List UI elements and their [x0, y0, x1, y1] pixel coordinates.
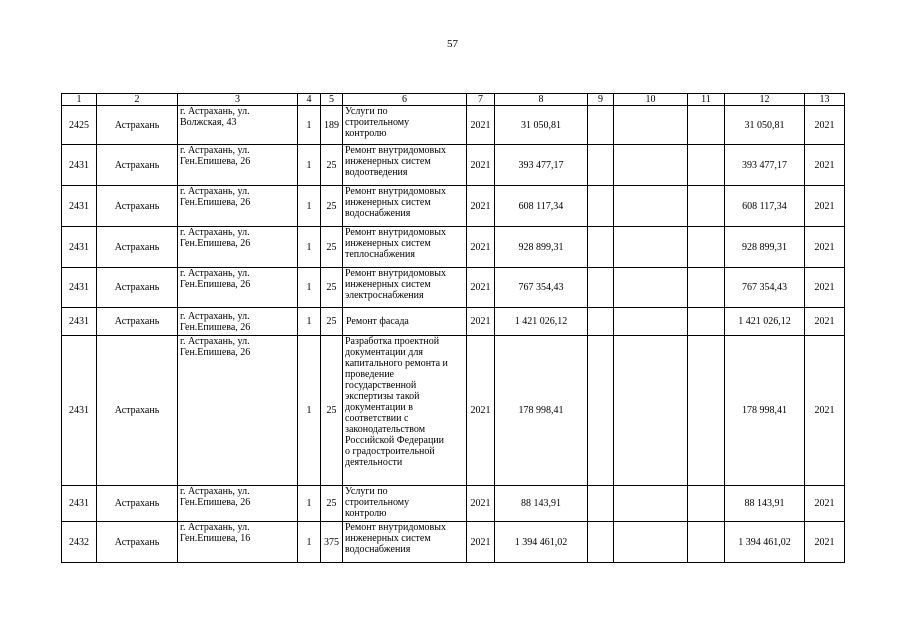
cell-col4: 1 [298, 268, 321, 308]
cell-year-end: 2021 [805, 106, 845, 145]
cell-col10 [614, 336, 688, 486]
column-header-3: 3 [178, 94, 298, 106]
column-header-1: 1 [62, 94, 97, 106]
cell-city: Астрахань [97, 308, 178, 336]
cell-city: Астрахань [97, 486, 178, 522]
cell-col4: 1 [298, 522, 321, 563]
cell-col5: 25 [321, 145, 343, 186]
column-header-4: 4 [298, 94, 321, 106]
work-type-line: электроснабжения [345, 290, 424, 301]
cell-col11 [688, 486, 725, 522]
cell-col4: 1 [298, 336, 321, 486]
cell-number: 2431 [62, 308, 97, 336]
cell-year: 2021 [467, 336, 495, 486]
address-line: г. Астрахань, ул. [180, 336, 250, 347]
cell-col10 [614, 106, 688, 145]
cell-col9 [588, 268, 614, 308]
work-type-line: документации в [345, 402, 413, 413]
cell-year: 2021 [467, 308, 495, 336]
column-header-13: 13 [805, 94, 845, 106]
cell-col9 [588, 227, 614, 268]
address-line: г. Астрахань, ул. [180, 486, 250, 497]
work-type-line: теплоснабжения [345, 249, 415, 260]
table-row [62, 522, 845, 563]
cell-number: 2425 [62, 106, 97, 145]
cell-col9 [588, 145, 614, 186]
work-type-line: документации для [345, 347, 423, 358]
cell-col5: 25 [321, 336, 343, 486]
cell-col4: 1 [298, 227, 321, 268]
cell-col11 [688, 145, 725, 186]
cell-col5: 25 [321, 186, 343, 227]
work-type-line: водоотведения [345, 167, 408, 178]
column-header-12: 12 [725, 94, 805, 106]
column-header-6: 6 [343, 94, 467, 106]
work-type-line: законодательством [345, 424, 426, 435]
cell-cost-total: 178 998,41 [725, 336, 805, 486]
cell-cost-total: 767 354,43 [725, 268, 805, 308]
cell-col4: 1 [298, 145, 321, 186]
cell-year-end: 2021 [805, 186, 845, 227]
address-line: г. Астрахань, ул. [180, 186, 250, 197]
cell-col11 [688, 186, 725, 227]
table-row [62, 145, 845, 186]
work-type-line: Российской Федерации [345, 435, 445, 446]
cell-cost-total: 1 421 026,12 [725, 308, 805, 336]
cell-col10 [614, 227, 688, 268]
cell-cost: 88 143,91 [495, 486, 588, 522]
column-header-9: 9 [588, 94, 614, 106]
cell-year-end: 2021 [805, 336, 845, 486]
cell-cost-total: 88 143,91 [725, 486, 805, 522]
cell-col5: 25 [321, 227, 343, 268]
cell-address [178, 106, 298, 145]
address-line: Ген.Епишева, 16 [180, 533, 251, 544]
column-header-8: 8 [495, 94, 588, 106]
cell-year-end: 2021 [805, 268, 845, 308]
work-type-line: Ремонт внутридомовых [345, 522, 447, 533]
cell-city: Астрахань [97, 186, 178, 227]
cell-col5: 189 [321, 106, 343, 145]
address-line: Волжская, 43 [180, 117, 237, 128]
address-line: Ген.Епишева, 26 [180, 497, 251, 508]
cell-number: 2431 [62, 186, 97, 227]
table-body [62, 106, 845, 563]
cell-year: 2021 [467, 522, 495, 563]
work-type-line: Услуги по [345, 486, 388, 497]
table-row [62, 336, 845, 486]
cell-address [178, 486, 298, 522]
works-table [61, 93, 845, 563]
cell-year: 2021 [467, 186, 495, 227]
work-type-line: строительному [345, 117, 410, 128]
cell-col9 [588, 522, 614, 563]
work-type-line: Ремонт внутридомовых [345, 268, 447, 279]
address-line: г. Астрахань, ул. [180, 310, 250, 322]
cell-year-end: 2021 [805, 227, 845, 268]
work-type-line: контролю [345, 508, 387, 519]
column-header-2: 2 [97, 94, 178, 106]
table-row [62, 227, 845, 268]
cell-cost: 928 899,31 [495, 227, 588, 268]
cell-work-type [343, 227, 467, 268]
cell-col10 [614, 486, 688, 522]
work-type-line: о градостроительной [345, 446, 435, 457]
cell-year: 2021 [467, 486, 495, 522]
cell-col10 [614, 268, 688, 308]
cell-col9 [588, 106, 614, 145]
work-type-line: контролю [345, 128, 387, 139]
work-type-line: водоснабжения [345, 544, 411, 555]
address-line: г. Астрахань, ул. [180, 106, 250, 117]
cell-col4: 1 [298, 308, 321, 336]
work-type-line: Услуги по [345, 106, 388, 117]
cell-number: 2431 [62, 145, 97, 186]
cell-address [178, 308, 298, 336]
cell-cost: 608 117,34 [495, 186, 588, 227]
cell-year-end: 2021 [805, 486, 845, 522]
table-row [62, 268, 845, 308]
cell-year: 2021 [467, 145, 495, 186]
cell-col11 [688, 106, 725, 145]
cell-cost-total: 608 117,34 [725, 186, 805, 227]
address-line: Ген.Епишева, 26 [180, 238, 251, 249]
cell-col4: 1 [298, 106, 321, 145]
work-type-line: строительному [345, 497, 410, 508]
cell-col11 [688, 308, 725, 336]
cell-work-type [343, 106, 467, 145]
cell-address [178, 145, 298, 186]
cell-number: 2431 [62, 227, 97, 268]
cell-cost: 1 394 461,02 [495, 522, 588, 563]
cell-col11 [688, 268, 725, 308]
cell-col9 [588, 486, 614, 522]
cell-work-type [343, 145, 467, 186]
cell-cost-total: 31 050,81 [725, 106, 805, 145]
cell-city: Астрахань [97, 268, 178, 308]
cell-col9 [588, 336, 614, 486]
address-line: Ген.Епишева, 26 [180, 347, 251, 358]
cell-col9 [588, 186, 614, 227]
cell-year: 2021 [467, 227, 495, 268]
cell-address [178, 268, 298, 308]
cell-col11 [688, 227, 725, 268]
work-type-line: инженерных систем [345, 156, 431, 167]
work-type-line: Ремонт внутридомовых [345, 145, 447, 156]
address-line: г. Астрахань, ул. [180, 145, 250, 156]
address-line: Ген.Епишева, 26 [180, 321, 251, 333]
column-header-11: 11 [688, 94, 725, 106]
cell-col10 [614, 308, 688, 336]
cell-work-type [343, 308, 467, 336]
cell-city: Астрахань [97, 145, 178, 186]
cell-cost: 178 998,41 [495, 336, 588, 486]
cell-city: Астрахань [97, 106, 178, 145]
address-line: г. Астрахань, ул. [180, 268, 250, 279]
work-type-line: государственной [345, 380, 417, 391]
cell-cost: 393 477,17 [495, 145, 588, 186]
cell-city: Астрахань [97, 227, 178, 268]
cell-work-type [343, 186, 467, 227]
cell-city: Астрахань [97, 336, 178, 486]
cell-number: 2431 [62, 268, 97, 308]
cell-cost-total: 928 899,31 [725, 227, 805, 268]
cell-address [178, 186, 298, 227]
cell-col11 [688, 522, 725, 563]
cell-col4: 1 [298, 186, 321, 227]
column-header-7: 7 [467, 94, 495, 106]
cell-address [178, 336, 298, 486]
work-type-line: соответствии с [345, 413, 409, 424]
work-type-line: Ремонт внутридомовых [345, 227, 447, 238]
work-type-line: Ремонт фасада [346, 316, 409, 327]
work-type-line: Разработка проектной [345, 336, 440, 347]
work-type-line: водоснабжения [345, 208, 411, 219]
column-header-5: 5 [321, 94, 343, 106]
cell-cost: 1 421 026,12 [495, 308, 588, 336]
cell-cost-total: 1 394 461,02 [725, 522, 805, 563]
cell-col4: 1 [298, 486, 321, 522]
cell-col5: 25 [321, 268, 343, 308]
work-type-line: инженерных систем [345, 279, 431, 290]
cell-number: 2432 [62, 522, 97, 563]
column-header-10: 10 [614, 94, 688, 106]
work-type-line: инженерных систем [345, 533, 431, 544]
cell-work-type [343, 522, 467, 563]
table-row [62, 106, 845, 145]
table-header-row [62, 94, 845, 106]
cell-cost: 767 354,43 [495, 268, 588, 308]
cell-year-end: 2021 [805, 308, 845, 336]
cell-cost-total: 393 477,17 [725, 145, 805, 186]
cell-col10 [614, 145, 688, 186]
cell-work-type [343, 268, 467, 308]
cell-city: Астрахань [97, 522, 178, 563]
table-row [62, 486, 845, 522]
work-type-line: деятельности [345, 457, 403, 468]
cell-year: 2021 [467, 268, 495, 308]
address-line: г. Астрахань, ул. [180, 522, 250, 533]
work-type-line: инженерных систем [345, 238, 431, 249]
work-type-line: экспертизы такой [345, 391, 420, 402]
table-row [62, 186, 845, 227]
cell-work-type [343, 486, 467, 522]
cell-address [178, 227, 298, 268]
cell-year-end: 2021 [805, 522, 845, 563]
cell-year: 2021 [467, 106, 495, 145]
cell-col10 [614, 186, 688, 227]
table-row [62, 308, 845, 336]
page-number: 57 [447, 38, 458, 50]
cell-col5: 375 [321, 522, 343, 563]
cell-col5: 25 [321, 486, 343, 522]
work-type-line: инженерных систем [345, 197, 431, 208]
address-line: г. Астрахань, ул. [180, 227, 250, 238]
cell-address [178, 522, 298, 563]
work-type-line: проведение [345, 369, 394, 380]
address-line: Ген.Епишева, 26 [180, 279, 251, 290]
cell-year-end: 2021 [805, 145, 845, 186]
cell-col9 [588, 308, 614, 336]
address-line: Ген.Епишева, 26 [180, 197, 251, 208]
cell-number: 2431 [62, 336, 97, 486]
cell-col11 [688, 336, 725, 486]
cell-col10 [614, 522, 688, 563]
cell-number: 2431 [62, 486, 97, 522]
work-type-line: Ремонт внутридомовых [345, 186, 447, 197]
address-line: Ген.Епишева, 26 [180, 156, 251, 167]
cell-work-type [343, 336, 467, 486]
work-type-line: капитального ремонта и [345, 358, 448, 369]
cell-cost: 31 050,81 [495, 106, 588, 145]
cell-col5: 25 [321, 308, 343, 336]
